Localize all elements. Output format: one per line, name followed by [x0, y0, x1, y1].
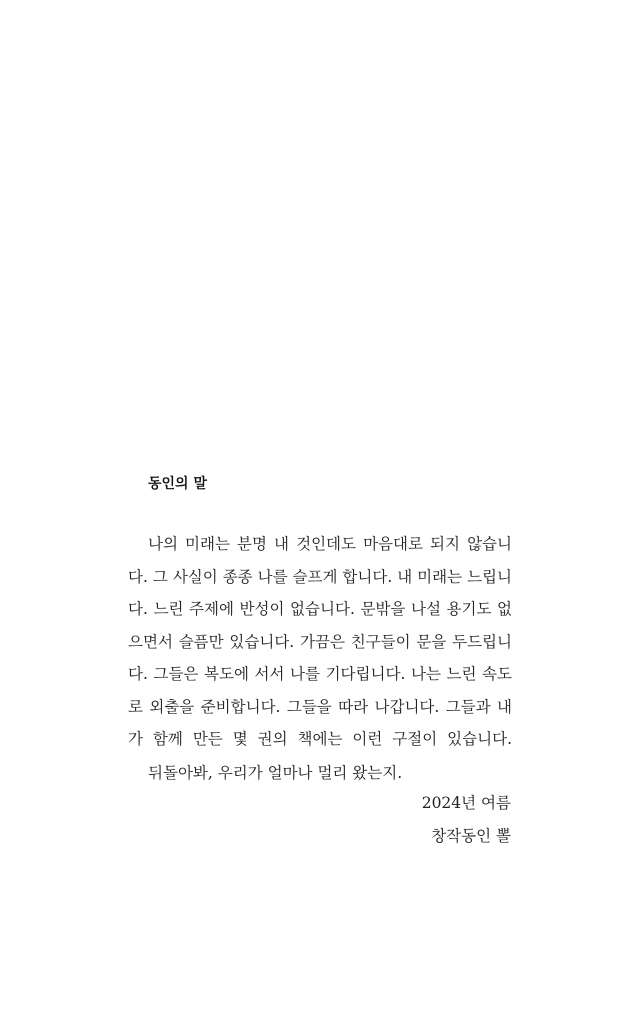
paragraph-text: 나의 미래는 분명 내 것인데도 마음대로 되지 않습니다. 그 사실이 종종 나를 슬프게 합니다. 내 미래는 느립니다. 느린 주제에 반성이 없습니다. 문밖을 나설 용기도 없으면서 슬픔만 있습니다. 가끔은 친구들이 문을 두드립니다. 그들은 복도에 서서 나를 기다립니다. 나는 느린 속도로 외출을 준비합니다. 그들을 따라 나갑니다. 그들과 내가 함께 만든 몇 권의 책에는 이런 구절이 있습니다.: [128, 535, 512, 748]
quote-line: 뒤돌아봐, 우리가 얼마나 멀리 왔는지.: [148, 764, 403, 782]
date-line: 2024년 여름: [421, 794, 511, 812]
author-signature: 창작동인 뽈: [431, 827, 511, 845]
body-paragraph: [128, 528, 512, 756]
section-title: 동인의 말: [148, 476, 207, 492]
